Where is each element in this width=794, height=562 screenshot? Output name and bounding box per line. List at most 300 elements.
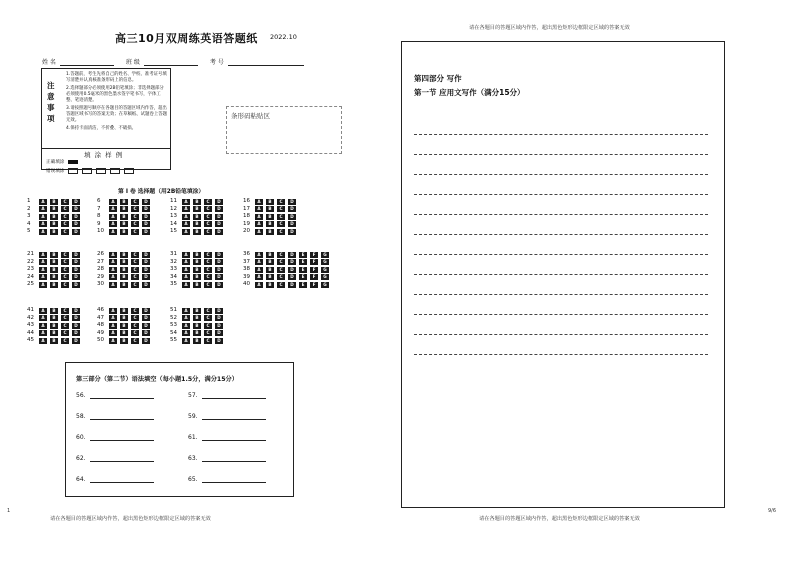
sheet-date: 2022.10: [270, 33, 297, 41]
answer-bubble[interactable]: D: [142, 206, 150, 212]
answer-bubble[interactable]: C: [131, 338, 139, 344]
answer-bubble[interactable]: D: [288, 199, 296, 205]
answer-bubble[interactable]: A: [39, 330, 47, 336]
answer-bubble[interactable]: D: [72, 252, 80, 258]
page-number-right: 9/6: [768, 508, 777, 514]
question-number: 40: [243, 281, 250, 288]
answer-bubble[interactable]: D: [142, 259, 150, 265]
answer-bubble[interactable]: D: [215, 199, 223, 205]
class-field[interactable]: [144, 58, 198, 66]
answer-bubble[interactable]: B: [50, 214, 58, 220]
answer-bubble[interactable]: A: [39, 206, 47, 212]
question-number: 5: [27, 228, 31, 235]
answer-bubble[interactable]: E: [299, 252, 307, 258]
answer-bubble[interactable]: C: [131, 214, 139, 220]
answer-bubble[interactable]: A: [109, 330, 117, 336]
grammar-item-number: 56.: [76, 392, 86, 399]
writing-line[interactable]: [414, 154, 708, 155]
answer-bubble[interactable]: B: [266, 214, 274, 220]
answer-bubble[interactable]: B: [50, 330, 58, 336]
answer-bubble[interactable]: B: [120, 214, 128, 220]
question-number: 25: [27, 281, 34, 288]
grammar-item-number: 61.: [188, 434, 198, 441]
answer-bubble[interactable]: G: [321, 282, 329, 288]
grammar-answer-field[interactable]: [90, 475, 154, 483]
answer-bubble[interactable]: C: [204, 267, 212, 273]
name-field[interactable]: [60, 58, 114, 66]
answer-bubble[interactable]: A: [39, 252, 47, 258]
answer-bubble[interactable]: A: [109, 221, 117, 227]
answer-bubble[interactable]: C: [204, 214, 212, 220]
answer-bubble[interactable]: D: [142, 274, 150, 280]
answer-bubble[interactable]: A: [182, 206, 190, 212]
answer-bubble[interactable]: B: [193, 199, 201, 205]
exam-no-label: 考 号: [209, 59, 224, 66]
answer-bubble[interactable]: C: [204, 259, 212, 265]
answer-bubble[interactable]: C: [61, 229, 69, 235]
answer-bubble[interactable]: C: [61, 199, 69, 205]
grammar-answer-row: [76, 433, 154, 441]
answer-bubble[interactable]: A: [39, 229, 47, 235]
answer-bubble[interactable]: A: [255, 282, 263, 288]
answer-bubble[interactable]: A: [39, 259, 47, 265]
grammar-item-number: 65.: [188, 476, 198, 483]
answer-bubble[interactable]: A: [39, 282, 47, 288]
answer-bubble[interactable]: D: [288, 252, 296, 258]
answer-bubble[interactable]: C: [204, 315, 212, 321]
answer-bubble[interactable]: D: [215, 274, 223, 280]
answer-bubble[interactable]: C: [61, 274, 69, 280]
answer-bubble[interactable]: A: [182, 252, 190, 258]
answer-bubble[interactable]: C: [204, 308, 212, 314]
answer-bubble[interactable]: B: [50, 282, 58, 288]
answer-bubble[interactable]: C: [131, 252, 139, 258]
answer-bubble[interactable]: B: [50, 274, 58, 280]
answer-bubble[interactable]: D: [215, 308, 223, 314]
answer-bubble[interactable]: A: [182, 229, 190, 235]
answer-bubble[interactable]: B: [50, 323, 58, 329]
wrong-mark-icon: [82, 168, 92, 174]
answer-bubble[interactable]: A: [109, 315, 117, 321]
answer-bubble[interactable]: B: [266, 199, 274, 205]
answer-bubble[interactable]: D: [72, 308, 80, 314]
answer-bubble[interactable]: A: [182, 267, 190, 273]
question-number: 21: [27, 251, 34, 257]
answer-bubble[interactable]: F: [310, 267, 318, 273]
writing-line[interactable]: [414, 294, 708, 295]
question-number: 6: [97, 198, 101, 204]
answer-bubble[interactable]: D: [72, 274, 80, 280]
answer-bubble[interactable]: C: [277, 252, 285, 258]
answer-bubble[interactable]: D: [288, 221, 296, 227]
answer-bubble[interactable]: A: [182, 274, 190, 280]
answer-bubble[interactable]: C: [204, 282, 212, 288]
answer-bubble[interactable]: C: [131, 221, 139, 227]
answer-bubble[interactable]: A: [109, 259, 117, 265]
answer-bubble[interactable]: B: [193, 323, 201, 329]
answer-bubble[interactable]: B: [50, 221, 58, 227]
answer-bubble[interactable]: E: [299, 274, 307, 280]
answer-bubble[interactable]: B: [193, 259, 201, 265]
answer-bubble[interactable]: D: [72, 221, 80, 227]
answer-bubble[interactable]: B: [193, 206, 201, 212]
wrong-mark-icon: [124, 168, 134, 174]
answer-bubble[interactable]: A: [182, 214, 190, 220]
answer-bubble[interactable]: G: [321, 259, 329, 265]
answer-bubble[interactable]: A: [109, 252, 117, 258]
answer-bubble[interactable]: A: [39, 214, 47, 220]
question-number: 46: [97, 307, 104, 313]
answer-bubble[interactable]: D: [72, 259, 80, 265]
answer-bubble[interactable]: C: [61, 308, 69, 314]
answer-bubble[interactable]: B: [266, 267, 274, 273]
question-number: 23: [27, 266, 34, 273]
grammar-answer-row: [76, 391, 154, 399]
grammar-answer-row: [76, 475, 154, 483]
answer-bubble[interactable]: C: [277, 274, 285, 280]
writing-line[interactable]: [414, 234, 708, 235]
answer-bubble[interactable]: D: [215, 330, 223, 336]
answer-bubble[interactable]: C: [61, 330, 69, 336]
answer-bubble[interactable]: B: [193, 267, 201, 273]
answer-bubble[interactable]: A: [109, 199, 117, 205]
question-number: 41: [27, 307, 34, 313]
answer-bubble[interactable]: B: [120, 323, 128, 329]
answer-bubble[interactable]: A: [109, 206, 117, 212]
grammar-answer-field[interactable]: [90, 412, 154, 420]
answer-bubble[interactable]: B: [120, 259, 128, 265]
answer-bubble[interactable]: B: [266, 282, 274, 288]
answer-bubble[interactable]: D: [72, 214, 80, 220]
grammar-answer-field[interactable]: [202, 433, 266, 441]
answer-bubble[interactable]: C: [61, 206, 69, 212]
answer-bubble[interactable]: D: [288, 259, 296, 265]
answer-bubble[interactable]: B: [193, 308, 201, 314]
answer-bubble[interactable]: C: [277, 199, 285, 205]
answer-bubble[interactable]: C: [277, 267, 285, 273]
answer-bubble[interactable]: E: [299, 267, 307, 273]
answer-bubble[interactable]: B: [193, 229, 201, 235]
answer-bubble[interactable]: C: [131, 267, 139, 273]
answer-bubble[interactable]: A: [39, 315, 47, 321]
answer-bubble[interactable]: B: [120, 308, 128, 314]
grammar-answer-field[interactable]: [90, 391, 154, 399]
answer-bubble[interactable]: B: [266, 274, 274, 280]
answer-bubble[interactable]: A: [109, 323, 117, 329]
answer-bubble[interactable]: D: [215, 323, 223, 329]
answer-bubble[interactable]: B: [50, 259, 58, 265]
answer-bubble[interactable]: C: [61, 323, 69, 329]
answer-bubble[interactable]: C: [131, 259, 139, 265]
answer-bubble[interactable]: B: [50, 338, 58, 344]
answer-bubble[interactable]: C: [61, 267, 69, 273]
answer-bubble[interactable]: A: [255, 267, 263, 273]
answer-bubble[interactable]: A: [255, 199, 263, 205]
answer-bubble[interactable]: D: [142, 267, 150, 273]
answer-bubble[interactable]: C: [61, 259, 69, 265]
question-number: 48: [97, 322, 104, 329]
question-number: 52: [170, 314, 177, 321]
answer-bubble[interactable]: F: [310, 282, 318, 288]
answer-bubble[interactable]: C: [277, 221, 285, 227]
answer-bubble[interactable]: C: [131, 308, 139, 314]
answer-bubble[interactable]: D: [288, 282, 296, 288]
answer-bubble[interactable]: C: [131, 282, 139, 288]
answer-bubble[interactable]: D: [142, 221, 150, 227]
answer-bubble[interactable]: B: [120, 267, 128, 273]
answer-bubble[interactable]: G: [321, 274, 329, 280]
answer-bubble[interactable]: A: [255, 206, 263, 212]
grammar-item-number: 57.: [188, 392, 198, 399]
answer-bubble[interactable]: A: [182, 259, 190, 265]
answer-bubble[interactable]: A: [255, 274, 263, 280]
answer-bubble[interactable]: D: [72, 229, 80, 235]
answer-bubble[interactable]: C: [277, 259, 285, 265]
answer-bubble[interactable]: B: [193, 221, 201, 227]
answer-bubble[interactable]: D: [215, 252, 223, 258]
answer-bubble[interactable]: D: [215, 259, 223, 265]
answer-bubble[interactable]: B: [120, 206, 128, 212]
answer-bubble[interactable]: C: [204, 330, 212, 336]
answer-bubble[interactable]: A: [255, 259, 263, 265]
answer-bubble[interactable]: C: [131, 315, 139, 321]
answer-bubble[interactable]: A: [109, 214, 117, 220]
answer-bubble[interactable]: D: [215, 229, 223, 235]
answer-bubble[interactable]: A: [182, 323, 190, 329]
answer-bubble[interactable]: A: [109, 274, 117, 280]
answer-bubble[interactable]: D: [142, 323, 150, 329]
answer-bubble[interactable]: G: [321, 267, 329, 273]
answer-bubble[interactable]: A: [109, 267, 117, 273]
section1-title: 第 I 卷 选择题（用2B铅笔填涂）: [118, 189, 205, 195]
answer-bubble[interactable]: A: [39, 323, 47, 329]
answer-bubble[interactable]: B: [120, 199, 128, 205]
answer-bubble[interactable]: A: [39, 274, 47, 280]
answer-bubble[interactable]: B: [120, 330, 128, 336]
answer-bubble[interactable]: C: [204, 206, 212, 212]
answer-bubble[interactable]: A: [255, 214, 263, 220]
answer-bubble[interactable]: D: [215, 282, 223, 288]
answer-bubble[interactable]: A: [39, 338, 47, 344]
answer-bubble[interactable]: D: [215, 338, 223, 344]
answer-bubble[interactable]: B: [50, 229, 58, 235]
answer-bubble[interactable]: E: [299, 282, 307, 288]
answer-bubble[interactable]: A: [255, 252, 263, 258]
answer-bubble[interactable]: C: [204, 199, 212, 205]
answer-bubble[interactable]: D: [142, 214, 150, 220]
answer-bubble[interactable]: B: [50, 206, 58, 212]
writing-line[interactable]: [414, 214, 708, 215]
answer-bubble[interactable]: B: [266, 259, 274, 265]
answer-bubble[interactable]: D: [215, 206, 223, 212]
answer-bubble[interactable]: B: [193, 252, 201, 258]
answer-bubble[interactable]: D: [72, 206, 80, 212]
answer-bubble[interactable]: C: [204, 274, 212, 280]
writing-line[interactable]: [414, 314, 708, 315]
answer-bubble[interactable]: C: [204, 323, 212, 329]
answer-bubble[interactable]: A: [182, 338, 190, 344]
answer-bubble[interactable]: C: [277, 206, 285, 212]
answer-bubble[interactable]: B: [193, 282, 201, 288]
answer-bubble[interactable]: A: [109, 282, 117, 288]
answer-bubble[interactable]: B: [120, 274, 128, 280]
grammar-answer-field[interactable]: [202, 391, 266, 399]
answer-bubble[interactable]: B: [266, 206, 274, 212]
grammar-answer-field[interactable]: [202, 412, 266, 420]
writing-line[interactable]: [414, 334, 708, 335]
question-number: 22: [27, 258, 34, 265]
answer-bubble[interactable]: B: [120, 282, 128, 288]
answer-bubble[interactable]: A: [109, 308, 117, 314]
answer-bubble[interactable]: C: [131, 229, 139, 235]
grammar-answer-field[interactable]: [202, 454, 266, 462]
answer-bubble[interactable]: A: [182, 308, 190, 314]
answer-bubble[interactable]: B: [193, 338, 201, 344]
answer-bubble[interactable]: C: [277, 282, 285, 288]
answer-bubble[interactable]: B: [120, 221, 128, 227]
answer-bubble[interactable]: B: [50, 199, 58, 205]
exam-no-field[interactable]: [228, 58, 304, 66]
writing-line[interactable]: [414, 354, 708, 355]
answer-bubble[interactable]: A: [182, 330, 190, 336]
answer-bubble[interactable]: A: [255, 229, 263, 235]
answer-bubble[interactable]: B: [266, 229, 274, 235]
fill-wrong-row: [46, 168, 134, 174]
answer-bubble[interactable]: D: [72, 282, 80, 288]
writing-line[interactable]: [414, 194, 708, 195]
writing-line[interactable]: [414, 254, 708, 255]
question-number: 34: [170, 273, 177, 280]
answer-bubble[interactable]: B: [50, 308, 58, 314]
answer-bubble[interactable]: C: [277, 229, 285, 235]
note-item: 3.请按照题号顺序在各题目的答题区域内作答，超出答题区域书写的答案无效；在草稿纸、试题卷上答题无效。: [66, 105, 167, 124]
answer-bubble[interactable]: A: [39, 308, 47, 314]
answer-bubble[interactable]: C: [61, 221, 69, 227]
answer-bubble[interactable]: D: [288, 214, 296, 220]
grammar-answer-field[interactable]: [202, 475, 266, 483]
answer-bubble[interactable]: B: [50, 267, 58, 273]
answer-bubble[interactable]: C: [131, 199, 139, 205]
answer-bubble[interactable]: C: [131, 323, 139, 329]
answer-bubble[interactable]: B: [193, 274, 201, 280]
answer-bubble[interactable]: D: [72, 199, 80, 205]
answer-bubble[interactable]: D: [142, 252, 150, 258]
answer-bubble[interactable]: D: [72, 338, 80, 344]
answer-bubble[interactable]: D: [72, 330, 80, 336]
answer-bubble[interactable]: C: [204, 252, 212, 258]
question-number: 51: [170, 307, 177, 313]
answer-bubble[interactable]: D: [288, 229, 296, 235]
question-number: 2: [27, 205, 31, 212]
answer-bubble[interactable]: D: [215, 315, 223, 321]
answer-bubble[interactable]: C: [277, 214, 285, 220]
grammar-answer-row: [76, 454, 154, 462]
answer-bubble[interactable]: A: [109, 229, 117, 235]
answer-bubble[interactable]: D: [142, 229, 150, 235]
answer-bubble[interactable]: D: [72, 315, 80, 321]
question-number: 32: [170, 258, 177, 265]
answer-bubble[interactable]: A: [255, 221, 263, 227]
answer-bubble[interactable]: A: [39, 267, 47, 273]
answer-bubble[interactable]: D: [142, 308, 150, 314]
answer-bubble[interactable]: A: [182, 315, 190, 321]
correct-mark-icon: [68, 160, 78, 164]
answer-bubble[interactable]: D: [288, 274, 296, 280]
answer-bubble[interactable]: D: [72, 323, 80, 329]
answer-bubble[interactable]: C: [204, 221, 212, 227]
answer-bubble[interactable]: C: [204, 338, 212, 344]
answer-bubble[interactable]: B: [50, 252, 58, 258]
question-number: 18: [243, 213, 250, 220]
answer-bubble[interactable]: B: [193, 330, 201, 336]
answer-bubble[interactable]: D: [72, 267, 80, 273]
answer-bubble[interactable]: C: [204, 229, 212, 235]
writing-section-title: 第一节 应用文写作（满分15分）: [414, 88, 525, 97]
answer-bubble[interactable]: C: [61, 214, 69, 220]
answer-bubble[interactable]: C: [61, 315, 69, 321]
answer-bubble[interactable]: A: [39, 221, 47, 227]
answer-bubble[interactable]: C: [61, 252, 69, 258]
grammar-item-number: 62.: [76, 455, 86, 462]
answer-bubble[interactable]: D: [142, 315, 150, 321]
answer-bubble[interactable]: F: [310, 252, 318, 258]
question-number: 3: [27, 213, 31, 220]
answer-bubble[interactable]: A: [109, 338, 117, 344]
writing-line[interactable]: [414, 134, 708, 135]
answer-bubble[interactable]: C: [131, 274, 139, 280]
answer-bubble[interactable]: C: [131, 206, 139, 212]
question-number: 45: [27, 337, 34, 344]
answer-bubble[interactable]: G: [321, 252, 329, 258]
sheet-title: 高三10月双周练英语答题纸: [115, 32, 258, 45]
answer-bubble[interactable]: B: [266, 221, 274, 227]
answer-bubble[interactable]: D: [215, 214, 223, 220]
answer-bubble[interactable]: D: [215, 221, 223, 227]
answer-bubble[interactable]: D: [288, 267, 296, 273]
page-number-left: 1: [7, 508, 11, 514]
answer-bubble[interactable]: D: [142, 338, 150, 344]
question-number: 1: [27, 198, 31, 204]
answer-bubble[interactable]: D: [142, 282, 150, 288]
writing-line[interactable]: [414, 174, 708, 175]
answer-bubble[interactable]: D: [142, 330, 150, 336]
answer-bubble[interactable]: B: [193, 315, 201, 321]
answer-bubble[interactable]: A: [39, 199, 47, 205]
answer-bubble[interactable]: D: [215, 267, 223, 273]
answer-bubble[interactable]: A: [182, 221, 190, 227]
answer-bubble[interactable]: F: [310, 259, 318, 265]
answer-bubble[interactable]: D: [288, 206, 296, 212]
answer-bubble[interactable]: B: [266, 252, 274, 258]
answer-bubble[interactable]: B: [120, 229, 128, 235]
answer-bubble[interactable]: C: [61, 282, 69, 288]
answer-bubble[interactable]: E: [299, 259, 307, 265]
answer-bubble[interactable]: A: [182, 282, 190, 288]
answer-bubble[interactable]: B: [120, 338, 128, 344]
grammar-answer-field[interactable]: [90, 433, 154, 441]
answer-bubble[interactable]: C: [61, 338, 69, 344]
answer-bubble[interactable]: A: [182, 199, 190, 205]
answer-bubble[interactable]: D: [142, 199, 150, 205]
answer-bubble[interactable]: B: [120, 315, 128, 321]
answer-bubble[interactable]: B: [120, 252, 128, 258]
writing-line[interactable]: [414, 274, 708, 275]
grammar-answer-field[interactable]: [90, 454, 154, 462]
answer-bubble[interactable]: B: [193, 214, 201, 220]
answer-bubble[interactable]: C: [131, 330, 139, 336]
answer-bubble[interactable]: B: [50, 315, 58, 321]
answer-bubble[interactable]: F: [310, 274, 318, 280]
